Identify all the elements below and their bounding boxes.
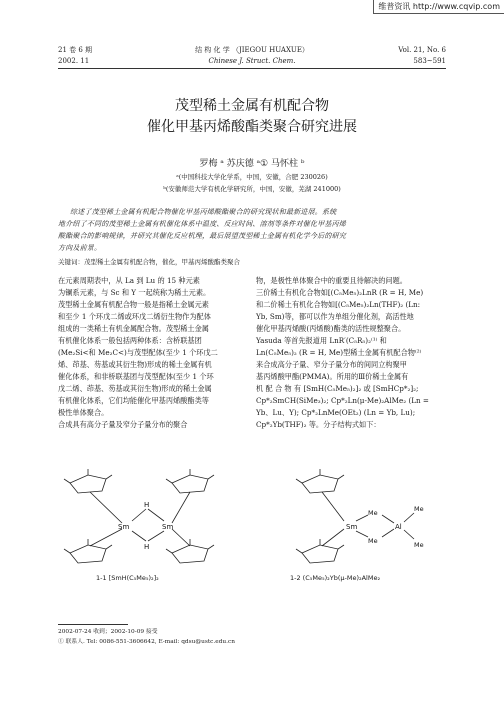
text-line: Yasuda 等首先报道用 LnR′(C₅R₅)₂⁽¹⁾ 和: [256, 336, 387, 345]
text-line: 机 配 合 物 有 [SmH(C₅Me₅)₂]₂ 或 [SmHCp*₂]₂;: [256, 384, 419, 393]
text-line: 在元素周期表中，从 La 到 Lu 的 15 种元素: [58, 276, 200, 285]
header-journal-cn: 结 构 化 学 （JIEGOU HUAXUE）: [195, 46, 309, 54]
affiliation-a: ᵃ(中国科技大学化学系，中国，安徽，合肥 230026): [176, 173, 328, 181]
text-line: (Me₂Si<和 Me₂C<)与茂型配体(至少 1 个环戊二: [58, 348, 218, 357]
text-line: Ln(C₅Me₅)₂ (R = H, Me)型稀土金属有机配合物⁽²⁾: [256, 348, 422, 357]
abstract-line: 酸酯聚合的影响规律，并研究其催化反应机理，最后展望茂型稀土金属有机化学今后的研究: [58, 232, 346, 240]
text-line: Yb、Lu、Y); Cp*₂LnMe(OEt₂) (Ln = Yb, Lu);: [256, 408, 416, 417]
cp-ring: [302, 475, 338, 493]
header-pages: 583~591: [413, 57, 446, 65]
text-line: 基丙烯酸甲酯(PMMA)。所用的Ⅲ价稀土金属有: [256, 372, 409, 381]
text-line: 烯、茚基、芴基或其衍生物)形成的稀土金属有机: [58, 360, 212, 369]
text-line: Yb, Sm)等，都可以作为单组分催化剂，高活性地: [256, 312, 414, 321]
text-line: 组成的一类稀土有机金属配合物。茂型稀土金属: [58, 324, 209, 333]
footnote-received: 2002-07-24 收到；2002-10-09 接受: [58, 629, 158, 635]
abstract-line: 综述了茂型稀土金属有机配合物催化甲基丙烯酸酯聚合的研究现状和最新进展。系统: [70, 208, 337, 216]
header-journal-en: Chinese J. Struct. Chem.: [208, 57, 296, 65]
text-line: 极性单体聚合。: [58, 408, 109, 417]
structure-1-2-drawing: [262, 465, 446, 577]
text-line: 合成具有高分子量及窄分子量分布的聚合: [58, 420, 188, 429]
h-atom-label: H: [144, 501, 150, 509]
sm-atom-label: Sm: [162, 523, 174, 531]
cp-ring: [70, 545, 106, 563]
left-column: [58, 275, 248, 431]
h-atom-label: H: [144, 543, 150, 551]
author-list: 罗梅 ᵃ 苏庆德 ᵃ① 马怀柱 ᵇ: [199, 159, 305, 169]
structure-1-1-caption: 1-1 [SmH(C₅Me₅)₂]₂: [96, 574, 159, 582]
text-line: 和二价稀土有机化合物如[(C₅Me₅)₂Ln(THF)₂ (Ln:: [256, 300, 421, 309]
sm-atom-label: Sm: [118, 523, 130, 531]
abstract-line: 地介绍了不同的茂型稀土金属有机催化体系中温度、反应时间、溶剂等条件对催化甲基丙烯: [58, 220, 346, 228]
text-line: 来合成高分子量、窄分子量分布的间同立构聚甲: [256, 360, 407, 369]
right-column: [256, 275, 446, 431]
structure-1-2-caption: 1-2 (C₅Me₅)₂Yb(μ-Me)₂AlMe₂: [290, 574, 381, 582]
abstract-line: 方向及前景。: [58, 244, 102, 252]
structure-1-1-drawing: [60, 465, 250, 577]
text-line: Cp*₂SmCH(SiMe₃)₂; Cp*₂Ln(μ-Me)₂AlMe₂ (Ln =: [256, 396, 429, 405]
header-volume-cn: 21 卷 6 期: [58, 46, 93, 54]
header-rule: [58, 68, 446, 69]
me-group-label: Me: [368, 537, 378, 545]
text-line: 三价稀土有机化合物如[(C₅Me₅)₂LnR (R = H, Me): [256, 288, 424, 297]
footnote-contact: ① 联系人. Tel: 0086-551-3606642, E-mail: qdsu@ustc.edu.cn: [58, 639, 235, 645]
cp-ring: [172, 545, 208, 563]
article-title-line-2: 催化甲基丙烯酸酯类聚合研究进展: [147, 119, 357, 135]
text-line: 有机催化体系，它们均能催化甲基丙烯酸酯类等: [58, 396, 209, 405]
text-line: 有机催化体系一般包括两种体系：含桥联基团: [58, 336, 202, 345]
affiliation-b: ᵇ(安徽师范大学有机化学研究所，中国，安徽，芜湖 241000): [163, 185, 341, 193]
keywords: 关键词：茂型稀土金属有机配合物，催化，甲基丙烯酸酯类聚合: [58, 258, 240, 266]
text-line: 茂型稀土金属有机配合物一般是指稀土金属元素: [58, 300, 209, 309]
text-line: 催化甲基丙烯酸(丙烯酸)酯类的活性规整聚合。: [256, 324, 406, 333]
me-group-label: Me: [368, 509, 378, 517]
article-title-line-1: 茂型稀土金属有机配合物: [175, 98, 329, 114]
me-group-label: Me: [414, 541, 424, 549]
footnote-rule: [58, 624, 128, 625]
header-volume-en: Vol. 21, No. 6: [398, 46, 446, 54]
sm-atom-label: Sm: [346, 523, 358, 531]
al-atom-label: Al: [395, 523, 402, 531]
text-line: Cp*₂Yb(THF)₂ 等。分子结构式如下：: [256, 420, 381, 429]
source-watermark: 维普资讯 http://www.cqvip.com: [373, 0, 504, 14]
text-line: 戊二烯、茚基、芴基或其衍生物)形成的稀土金属: [58, 384, 212, 393]
me-group-label: Me: [414, 505, 424, 513]
abstract: [58, 206, 444, 254]
text-line: 为镧系元素，与 Sc 和 Y 一起统称为稀土元素。: [58, 288, 211, 297]
text-line: 物，是极性单体聚合中的重要且待解决的问题。: [256, 276, 407, 285]
text-line: 催化体系，和非桥联基团与茂型配体(至少 1 个环: [58, 372, 214, 381]
text-line: 和至少 1 个环戊二烯或环戊二烯衍生物作为配体: [58, 312, 211, 321]
cp-ring: [70, 475, 106, 493]
header-date: 2002. 11: [58, 57, 90, 65]
cp-ring: [302, 545, 338, 563]
cp-ring: [172, 475, 208, 493]
